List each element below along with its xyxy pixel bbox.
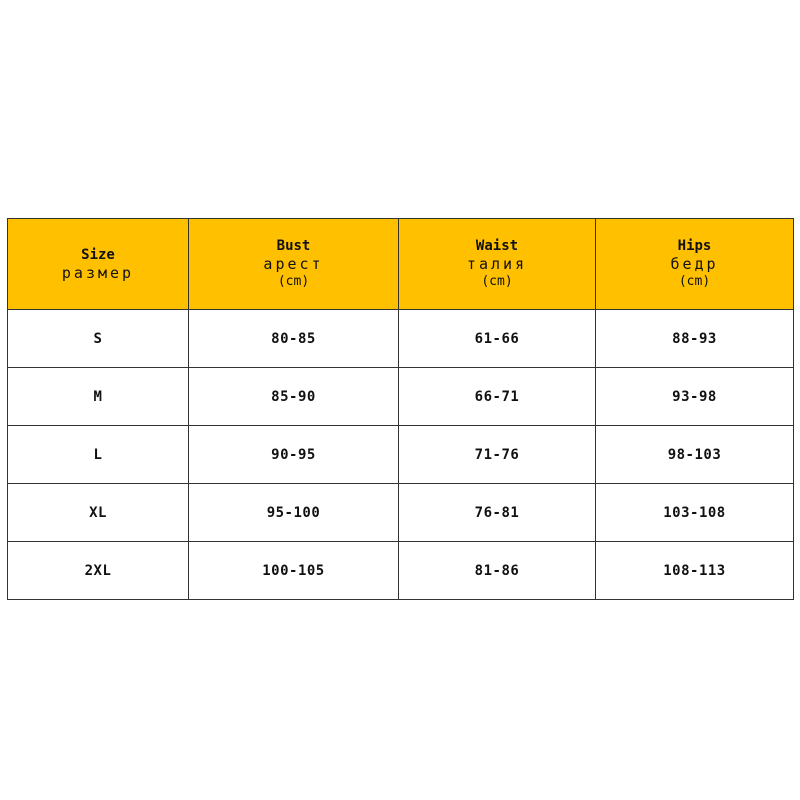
waist-cell: 71-76 bbox=[399, 426, 596, 484]
bust-cell: 100-105 bbox=[189, 542, 399, 600]
header-bust-unit: (cm) bbox=[277, 273, 310, 289]
size-cell: S bbox=[8, 310, 189, 368]
size-cell: M bbox=[8, 368, 189, 426]
bust-cell: 85-90 bbox=[189, 368, 399, 426]
table-row bbox=[8, 426, 794, 484]
header-size-ru: размер bbox=[61, 263, 135, 282]
header-size bbox=[8, 219, 189, 310]
header-waist-unit: (cm) bbox=[481, 273, 513, 289]
size-cell: XL bbox=[8, 484, 189, 542]
size-cell: L bbox=[8, 426, 189, 484]
waist-cell: 76-81 bbox=[399, 484, 596, 542]
waist-cell: 61-66 bbox=[399, 310, 596, 368]
bust-cell: 95-100 bbox=[189, 484, 399, 542]
table-row bbox=[8, 368, 794, 426]
header-waist-ru: талия bbox=[466, 254, 528, 273]
bust-cell: 90-95 bbox=[189, 426, 399, 484]
size-chart-table bbox=[7, 218, 794, 600]
waist-cell: 81-86 bbox=[399, 542, 596, 600]
table-row bbox=[8, 542, 794, 600]
size-cell: 2XL bbox=[8, 542, 189, 600]
hips-cell: 93-98 bbox=[596, 368, 794, 426]
bust-cell: 80-85 bbox=[189, 310, 399, 368]
header-bust bbox=[189, 219, 399, 310]
header-row bbox=[8, 219, 794, 310]
header-waist bbox=[399, 219, 596, 310]
hips-cell: 98-103 bbox=[596, 426, 794, 484]
header-size-en: Size bbox=[81, 246, 115, 263]
header-hips-en: Hips bbox=[677, 237, 712, 254]
table-row bbox=[8, 484, 794, 542]
hips-cell: 88-93 bbox=[596, 310, 794, 368]
header-bust-en: Bust bbox=[276, 237, 311, 254]
header-waist-en: Waist bbox=[475, 237, 519, 254]
header-hips-ru: бедр bbox=[670, 254, 719, 273]
header-bust-ru: арест bbox=[263, 254, 324, 273]
waist-cell: 66-71 bbox=[399, 368, 596, 426]
hips-cell: 108-113 bbox=[596, 542, 794, 600]
header-hips bbox=[596, 219, 794, 310]
header-hips-unit: (cm) bbox=[678, 273, 711, 289]
hips-cell: 103-108 bbox=[596, 484, 794, 542]
table-row bbox=[8, 310, 794, 368]
